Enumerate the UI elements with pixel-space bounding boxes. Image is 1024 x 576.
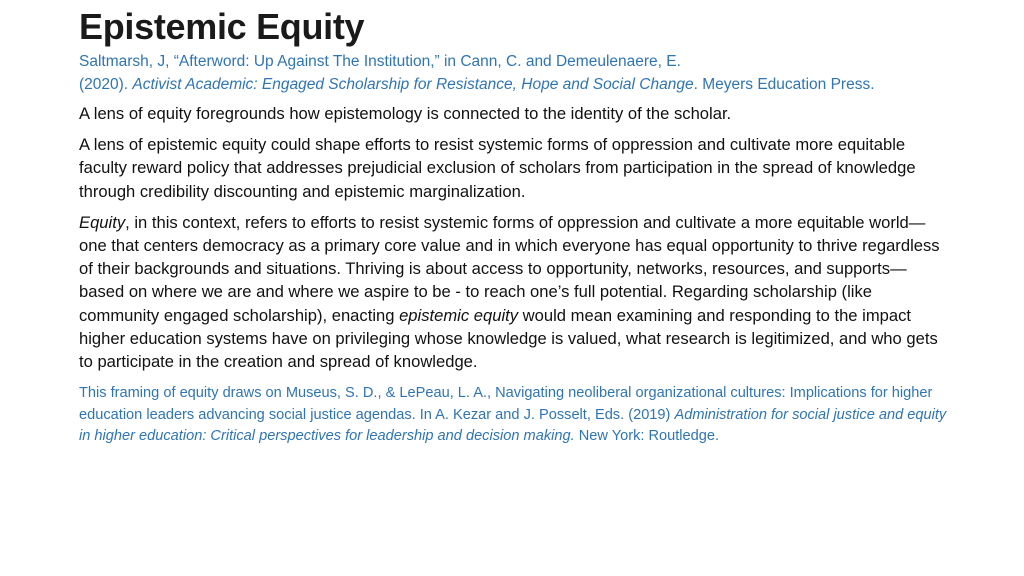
slide-title: Epistemic Equity: [79, 6, 365, 47]
note-text: This framing of equity draws on Museus, S. D., & LePeau, L. A., Navigating neoliberal organizational cultures: Implications for higher education leaders advancing social justice agendas. In A. Kezar and J. Posselt, Eds. (2019): [79, 385, 933, 423]
term-epistemic-equity: epistemic equity: [399, 305, 519, 325]
note-book-title: Administration for social justice and equity in higher education: Critical perspectives for leadership and decision making.: [79, 406, 947, 445]
note-publisher: New York: Routledge.: [574, 428, 720, 445]
reference-publisher: . Meyers Education Press.: [693, 76, 875, 93]
framing-note-citation: [79, 383, 949, 448]
definition-text-a: , in this context, refers to efforts to resist systemic forms of oppression and cultivate a more equitable world—one that centers democracy as a primary core value and in which everyone has equal opportunity to thrive regardless of their backgrounds and situations. Thriving is about access to opportunity, networks, resources, and supports—based on where we are and where we aspire to be - to reach one’s full potential. Regarding scholarship (like community engaged scholarship), enacting: [79, 212, 940, 325]
reference-book-title: Activist Academic: Engaged Scholarship for Resistance, Hope and Social Change: [132, 76, 694, 93]
reference-year: (2020).: [79, 76, 133, 93]
slide-content: [79, 6, 949, 448]
reference-citation: [79, 50, 949, 96]
reference-line1: Saltmarsh, J, “Afterword: Up Against The Institution,” in Cann, C. and Demeulenaere, E.: [79, 53, 681, 70]
paragraph-lens-of-equity: A lens of equity foregrounds how epistemology is connected to the identity of the scholar.: [79, 104, 732, 123]
definition-text-b: would mean examining and responding to the impact higher education systems have on privileging whose knowledge is valued, what research is legitimized, and who gets to participate in the creation and spread of knowledge.: [79, 305, 938, 372]
paragraph-equity-definition: [79, 211, 949, 373]
term-equity: Equity: [79, 212, 126, 232]
paragraph-epistemic-equity-lens: A lens of epistemic equity could shape efforts to resist systemic forms of oppression and cultivate more equitable faculty reward policy that addresses prejudicial exclusion of scholars from participation in the spread of knowledge through credibility discounting and epistemic marginalization.: [79, 135, 916, 201]
